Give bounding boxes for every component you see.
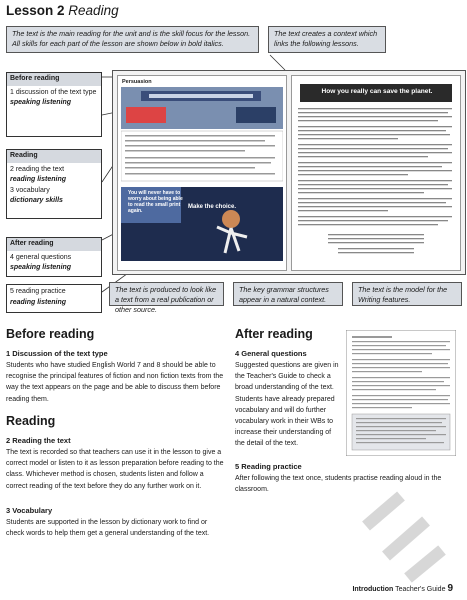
right-page-title: How you really can save the planet. bbox=[321, 88, 433, 95]
note-grammar: The key grammar structures appear in a natural context. bbox=[233, 282, 343, 306]
footer-label: Teacher's Guide bbox=[395, 586, 446, 593]
discussion-paragraph: Students who have studied English World 7 and 8 should be able to recognise the principal features of fiction and non fiction texts from the way the text appears on the page and be able to discuss them before reading them. bbox=[6, 362, 224, 403]
lesson-subtitle: Reading bbox=[68, 3, 119, 18]
before-reading-heading: Before reading bbox=[6, 327, 95, 341]
box-head: After reading bbox=[7, 238, 101, 251]
right-page-text-lines bbox=[298, 106, 454, 266]
discussion-subheading: 1 Discussion of the text type bbox=[6, 349, 108, 358]
box-body: 5 reading practice bbox=[10, 288, 66, 295]
vocabulary-paragraph: Students are supported in the lesson by dictionary work to find or check words to help them get a general understanding of the text. bbox=[6, 519, 210, 538]
left-page-illustration bbox=[121, 87, 283, 267]
reading-heading: Reading bbox=[6, 414, 56, 428]
page-footer bbox=[352, 583, 453, 594]
left-page-caption: You will never have to worry about being able to read the small print again. bbox=[128, 190, 183, 214]
box-reading-practice bbox=[6, 284, 102, 313]
box-head: Reading bbox=[7, 150, 101, 163]
general-questions-subheading: 4 General questions bbox=[235, 349, 307, 358]
box-skills: speaking listening bbox=[10, 99, 72, 106]
left-page bbox=[117, 75, 287, 271]
box-skills-2: dictionary skills bbox=[10, 197, 63, 204]
reading-text-subheading: 2 Reading the text bbox=[6, 436, 71, 445]
box-body-2: 3 vocabulary bbox=[10, 186, 50, 194]
note-context: The text creates a context which links the following lessons. bbox=[268, 26, 386, 53]
teachers-guide-thumbnail bbox=[346, 330, 456, 456]
right-page bbox=[291, 75, 461, 271]
brand-graphic bbox=[346, 466, 456, 586]
page-tag: Persuasion bbox=[122, 79, 152, 85]
textbook-spread-image bbox=[112, 70, 466, 275]
lesson-number: Lesson 2 bbox=[6, 3, 65, 18]
note-main-reading: The text is the main reading for the unit and is the skill focus for the lesson. All skills for each part of the lesson are shown below in bold italics. bbox=[6, 26, 259, 53]
page-number: 9 bbox=[447, 583, 453, 594]
box-body: 1 discussion of the text type bbox=[10, 88, 97, 96]
box-reading bbox=[6, 149, 102, 219]
box-skills: reading listening bbox=[10, 176, 67, 183]
reading-practice-subheading: 5 Reading practice bbox=[235, 462, 302, 471]
note-model: The text is the model for the Writing features. bbox=[352, 282, 462, 306]
box-before-reading bbox=[6, 72, 102, 137]
box-skills: speaking listening bbox=[10, 264, 72, 271]
vocabulary-subheading: 3 Vocabulary bbox=[6, 506, 53, 515]
footer-section: Introduction bbox=[352, 586, 394, 593]
after-reading-heading: After reading bbox=[235, 327, 313, 341]
general-questions-paragraph: Suggested questions are given in the Teacher's Guide to check a broad understanding of the text. Students have already prepared vocabulary and will do further vocabulary work in their WBs to increase their understanding of the detail of the text. bbox=[235, 362, 339, 448]
note-publication: The text is produced to look like a text from a real publication or other source. bbox=[109, 282, 224, 306]
reading-text-paragraph: The text is recorded so that teachers can use it in the lesson to give a correct model or listen to it as lesson preparation before reading to the class. Whichever method is chosen, students listen and follow a correct reading of the text before they do any further work on it. bbox=[6, 449, 224, 490]
box-after-reading bbox=[6, 237, 102, 277]
box-head: Before reading bbox=[7, 73, 101, 86]
box-skills: reading listening bbox=[10, 298, 67, 306]
left-page-choice: Make the choice. bbox=[188, 204, 237, 210]
box-body: 2 reading the text bbox=[10, 165, 65, 173]
box-body: 4 general questions bbox=[10, 253, 72, 261]
reading-practice-paragraph: After following the text once, students practise reading aloud in the classroom. bbox=[235, 475, 442, 494]
